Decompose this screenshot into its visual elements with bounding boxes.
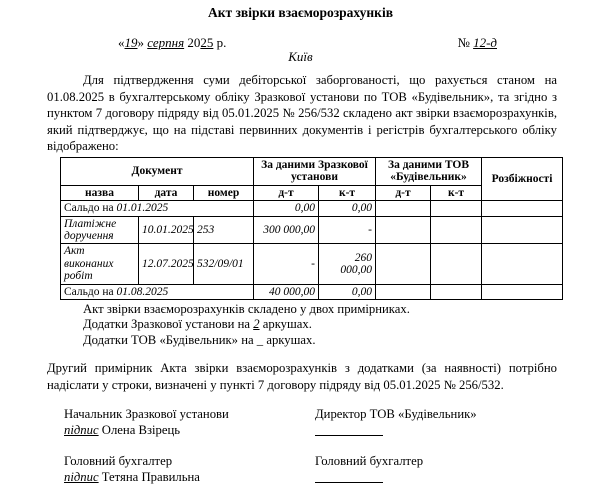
city-label: Київ: [288, 49, 313, 64]
signature-right-1: [315, 422, 555, 440]
header-differences: Розбіжності: [482, 157, 563, 200]
signer-name: Тетяна Правильна: [98, 469, 200, 484]
empty-cell: [431, 244, 482, 284]
work-act-row: [61, 244, 563, 284]
closing-balance-label: Сальдо на 01.08.2025: [61, 284, 254, 299]
date-day: 19: [124, 35, 138, 50]
header-credit-1: к-т: [319, 185, 376, 200]
signature-left-2: [64, 469, 315, 487]
signature-blank-line: [315, 422, 383, 436]
payment-order-name: Платіжне доручення: [61, 216, 139, 244]
opening-balance-credit: 0,00: [319, 201, 376, 216]
empty-cell: [431, 284, 482, 299]
date-year: 25: [200, 35, 214, 50]
closing-balance-debit: 40 000,00: [254, 284, 319, 299]
signer-title-left-1: Начальник Зразкової установи: [64, 406, 229, 421]
opening-balance-row: [61, 201, 563, 216]
empty-cell: [431, 201, 482, 216]
empty-cell: [482, 201, 563, 216]
attachments-tov-note: Додатки ТОВ «Будівельник» на _ аркушах.: [83, 332, 316, 347]
reconciliation-table: [60, 157, 563, 300]
attachments-tov-blank: _: [256, 332, 264, 347]
copies-note: Акт звірки взаєморозрахунків складено у двох примірниках.: [83, 302, 410, 317]
payment-order-number: 253: [194, 216, 254, 244]
header-credit-2: к-т: [431, 185, 482, 200]
signer-title-left-2: Головний бухгалтер: [64, 453, 173, 468]
signature-placeholder: підпис: [64, 422, 99, 437]
header-debit-2: д-т: [376, 185, 431, 200]
payment-order-debit: 300 000,00: [254, 216, 319, 244]
signature-right-2: [315, 469, 555, 487]
document-number: № 12-д: [457, 35, 497, 50]
document-date: «19» серпня 2025 р.: [118, 35, 227, 50]
header-by-tov: За даними ТОВ «Будівельник»: [376, 157, 482, 185]
signature-left-1: [64, 422, 315, 440]
empty-cell: [376, 216, 431, 244]
signer-title-right-1: Директор ТОВ «Будівельник»: [315, 406, 477, 421]
empty-cell: [376, 201, 431, 216]
notes-block: [83, 302, 557, 348]
empty-cell: [482, 284, 563, 299]
header-by-model-org: За даними Зразкової установи: [254, 157, 376, 185]
attachments-org-note: Додатки Зразкової установи на 2 аркушах.: [83, 317, 312, 332]
signer-name: Олена Взірець: [98, 422, 181, 437]
date-number-row: [118, 35, 497, 50]
signature-blank-line: [315, 469, 383, 483]
signer-title-right-2: Головний бухгалтер: [315, 453, 424, 468]
empty-cell: [376, 284, 431, 299]
payment-order-row: [61, 216, 563, 244]
empty-cell: [376, 244, 431, 284]
document-number-value: 12-д: [473, 35, 497, 50]
header-date: дата: [139, 185, 194, 200]
work-act-debit: -: [254, 244, 319, 284]
signature-placeholder: підпис: [64, 469, 99, 484]
closing-balance-row: [61, 284, 563, 299]
work-act-name: Акт виконаних робіт: [61, 244, 139, 284]
closing-balance-credit: 0,00: [319, 284, 376, 299]
intro-paragraph: Для підтвердження суми дебіторської заборгованості, що рахується станом на 01.08.2025 в бухгалтерському обліку Зразкової установи по ТОВ «Будівельник», та згідно з пунктом 7 договору підряду від 05.01.2025 № 256/532 складено акт звірки взаєморозрахунків, який підтверджує, що на підставі первинних документів і регістрів бухгалтерського обліку відображено:: [47, 73, 557, 154]
document-title: Акт звірки взаєморозрахунків: [207, 5, 394, 20]
attachments-org-pages: 2: [253, 317, 260, 332]
header-name: назва: [61, 185, 139, 200]
opening-balance-label: Сальдо на 01.01.2025: [61, 201, 254, 216]
header-number: номер: [194, 185, 254, 200]
work-act-number: 532/09/01: [194, 244, 254, 284]
work-act-credit: 260 000,00: [319, 244, 376, 284]
opening-balance-debit: 0,00: [254, 201, 319, 216]
second-copy-paragraph: Другий примірник Акта звірки взаєморозрахунків з додатками (за наявності) потрібно надіслати у строки, визначені у пункті 7 договору підряду від 05.01.2025 № 256/532.: [47, 360, 557, 392]
table-header-row-1: [61, 157, 563, 185]
header-debit-1: д-т: [254, 185, 319, 200]
work-act-date: 12.07.2025: [139, 244, 194, 284]
empty-cell: [482, 244, 563, 284]
empty-cell: [431, 216, 482, 244]
signatures-block: [64, 406, 601, 500]
date-month: серпня: [147, 35, 185, 50]
empty-cell: [482, 216, 563, 244]
header-document: Документ: [61, 157, 254, 185]
payment-order-date: 10.01.2025: [139, 216, 194, 244]
payment-order-credit: -: [319, 216, 376, 244]
